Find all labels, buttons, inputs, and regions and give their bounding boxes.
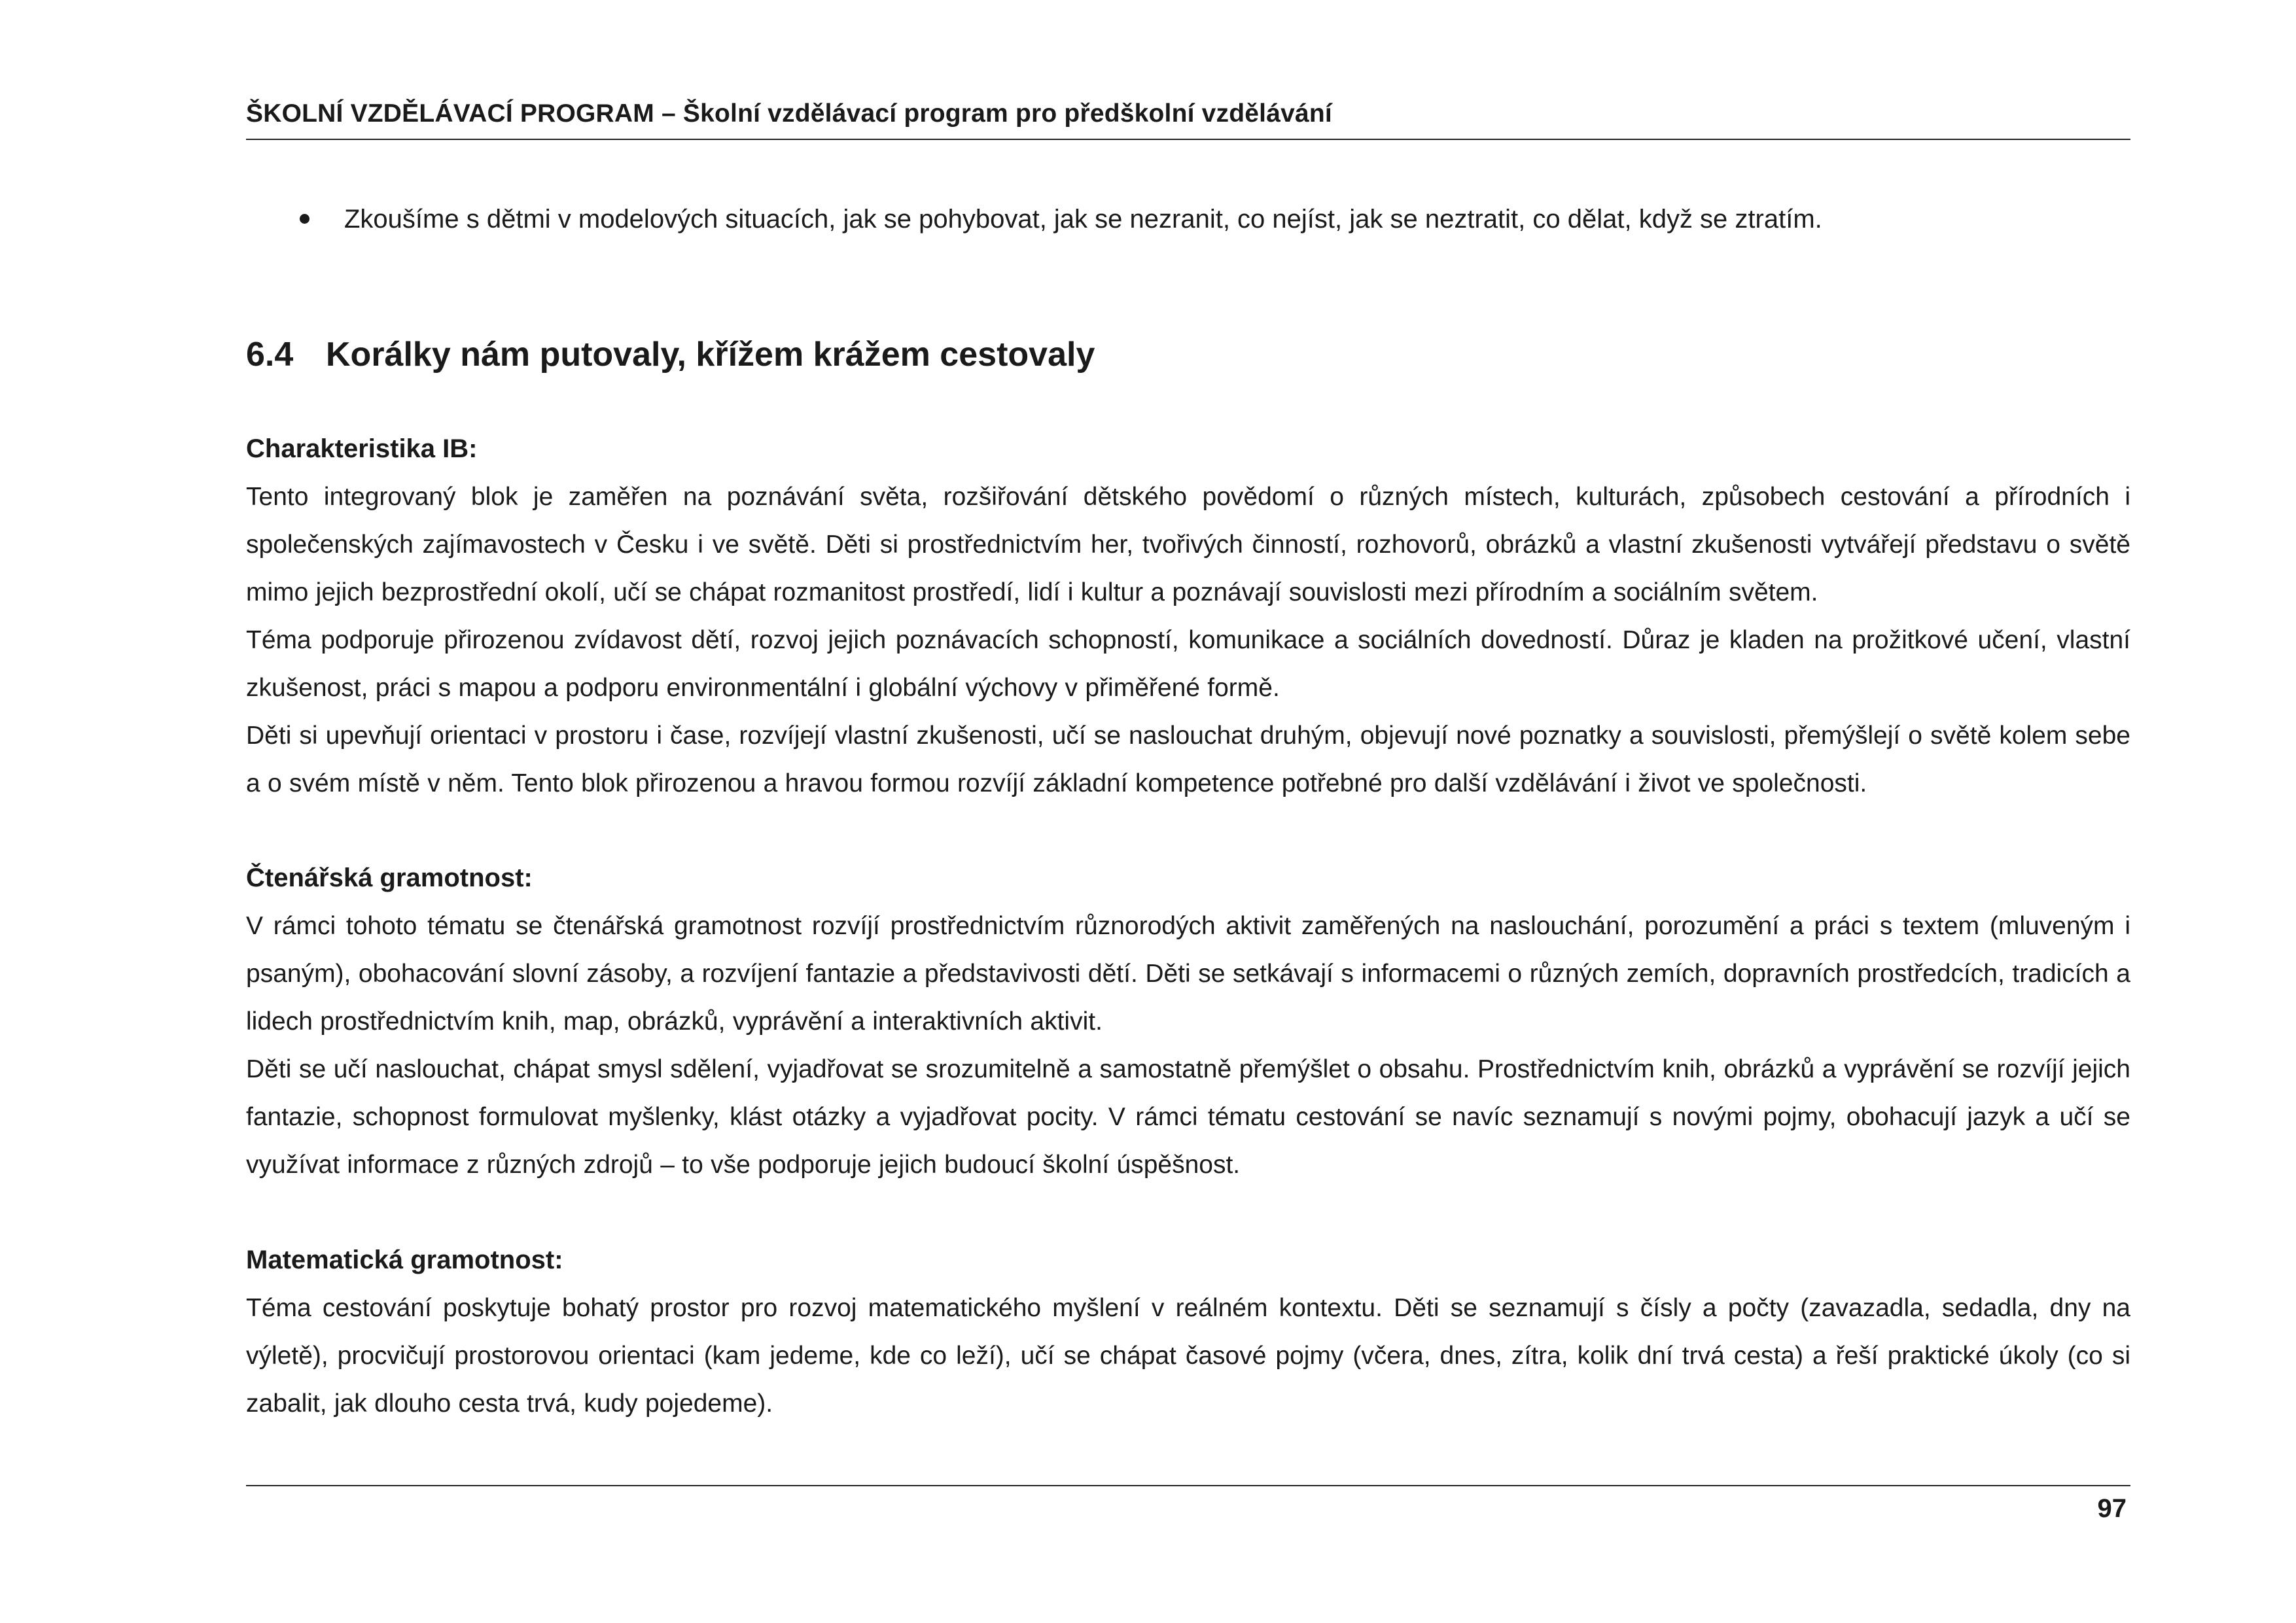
block-title: Čtenářská gramotnost: (246, 864, 533, 892)
block-title: Matematická gramotnost: (246, 1246, 563, 1274)
block-charakteristika (246, 425, 2130, 807)
paragraph: Děti se učí naslouchat, chápat smysl sdělení, vyjadřovat se srozumitelně a samostatně přemýšlet o obsahu. Prostřednictvím knih, obrázků a vyprávění se rozvíjí jejich fantazie, schopnost formulovat myšlenky, klást otázky a vyjadřovat pocity. V rámci tématu cestování se navíc seznamují s novými pojmy, obohacují jazyk a učí se využívat informace z různých zdrojů – to vše podporuje jejich budoucí školní úspěšnost. (246, 1055, 2130, 1179)
footer-divider (246, 1485, 2130, 1486)
header-divider (246, 139, 2130, 140)
list-item (246, 198, 2130, 240)
paragraph: Děti si upevňují orientaci v prostoru i čase, rozvíjejí vlastní zkušenosti, učí se naslouchat druhým, objevují nové poznatky a souvislosti, přemýšlejí o světě kolem sebe a o svém místě v něm. Tento blok přirozenou a hravou formou rozvíjí základní kompetence potřebné pro další vzdělávání i život ve společnosti. (246, 722, 2130, 797)
block-ctenarska-gramotnost (246, 854, 2130, 1189)
list-item-text: Zkoušíme s dětmi v modelových situacích, jak se pohybovat, jak se nezranit, co nejíst, jak se neztratit, co dělat, když se ztratím. (344, 205, 1822, 234)
page-number: 97 (2097, 1494, 2127, 1523)
paragraph: Téma cestování poskytuje bohatý prostor pro rozvoj matematického myšlení v reálném kontextu. Děti se seznamují s čísly a počty (zavazadla, sedadla, dny na výletě), procvičují prostorovou orientaci (kam jedeme, kde co leží), učí se chápat časové pojmy (včera, dnes, zítra, kolik dní trvá cesta) a řeší praktické úkoly (co si zabalit, jak dlouho cesta trvá, kudy pojedeme). (246, 1294, 2130, 1418)
running-header: ŠKOLNÍ VZDĚLÁVACÍ PROGRAM – Školní vzdělávací program pro předškolní vzdělávání (246, 99, 1332, 128)
bullet-icon (300, 214, 309, 224)
section-heading (246, 335, 2130, 374)
bullet-list (246, 198, 2130, 240)
block-title: Charakteristika IB: (246, 434, 478, 463)
paragraph: Téma podporuje přirozenou zvídavost dětí, rozvoj jejich poznávacích schopností, komunikace a sociálních dovedností. Důraz je kladen na prožitkové učení, vlastní zkušenost, práci s mapou a podporu environmentální i globální výchovy v přiměřené formě. (246, 626, 2130, 702)
section-title: Korálky nám putovaly, křížem krážem cestovaly (326, 336, 1095, 374)
section-number: 6.4 (246, 336, 294, 374)
block-matematicka-gramotnost (246, 1236, 2130, 1427)
paragraph: Tento integrovaný blok je zaměřen na poznávání světa, rozšiřování dětského povědomí o různých místech, kulturách, způsobech cestování a přírodních i společenských zajímavostech v Česku i ve světě. Děti si prostřednictvím her, tvořivých činností, rozhovorů, obrázků a vlastní zkušenosti vytvářejí představu o světě mimo jejich bezprostřední okolí, učí se chápat rozmanitost prostředí, lidí i kultur a poznávají souvislosti mezi přírodním a sociálním světem. (246, 483, 2130, 606)
paragraph: V rámci tohoto tématu se čtenářská gramotnost rozvíjí prostřednictvím různorodých aktivit zaměřených na naslouchání, porozumění a práci s textem (mluveným i psaným), obohacování slovní zásoby, a rozvíjení fantazie a představivosti dětí. Děti se setkávají s informacemi o různých zemích, dopravních prostředcích, tradicích a lidech prostřednictvím knih, map, obrázků, vyprávění a interaktivních aktivit. (246, 912, 2130, 1036)
